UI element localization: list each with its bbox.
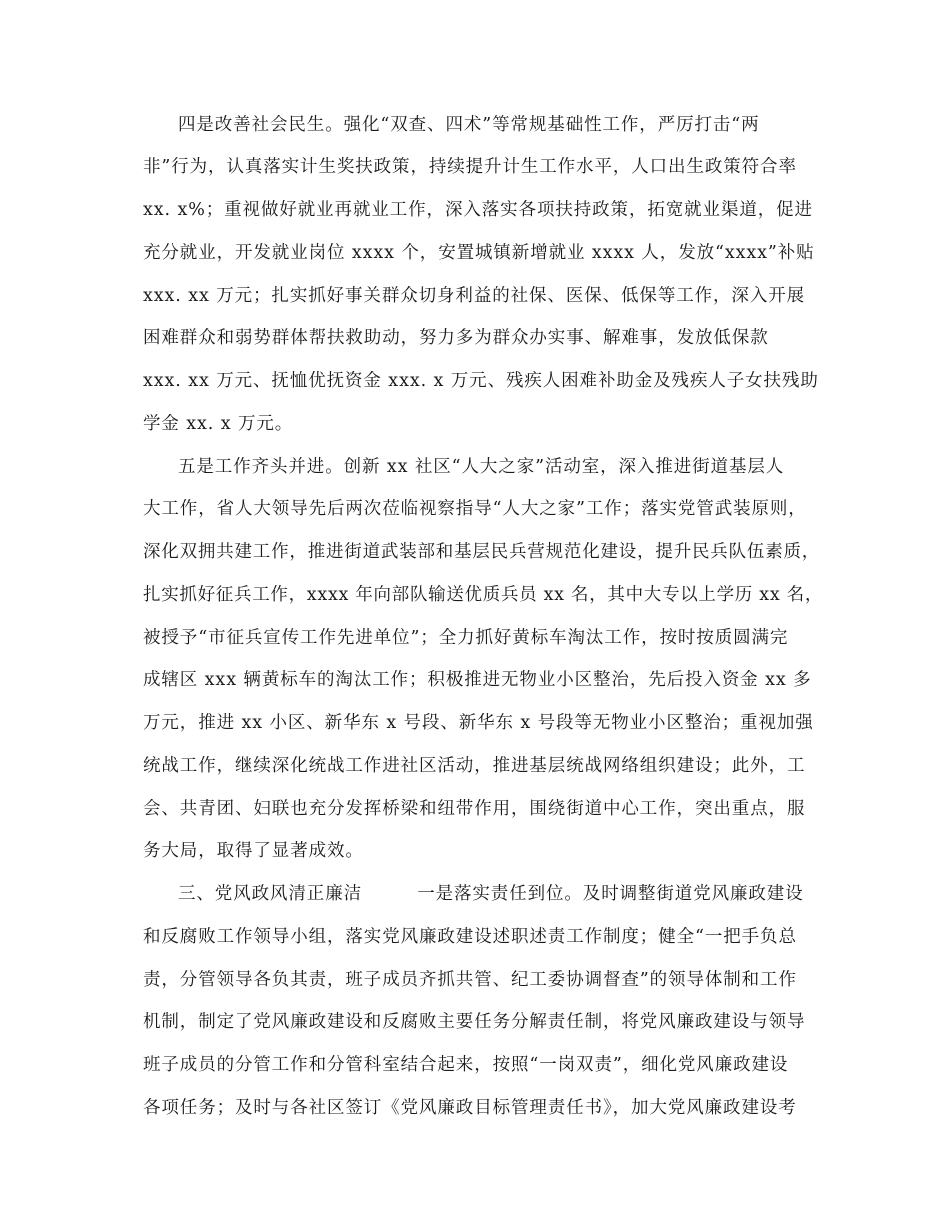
paragraph-line: xx. x%；重视做好就业再就业工作，深入落实各项扶持政策，拓宽就业渠道，促进: [143, 200, 813, 220]
paragraph-line: 深化双拥共建工作，推进街道武装部和基层民兵营规范化建设，提升民兵队伍素质，: [143, 542, 821, 562]
paragraph-line: 各项任务；及时与各社区签订《党风廉政目标管理责任书》，加大党风廉政建设考: [143, 1098, 797, 1118]
paragraph-line: 责，分管领导各负其责，班子成员齐抓共管、纪工委协调督查”的领导体制和工作: [143, 970, 797, 990]
paragraph-line: 扎实抓好征兵工作，xxxx 年向部队输送优质兵员 xx 名，其中大专以上学历 xx 名，: [143, 585, 824, 605]
paragraph-line: 四是改善社会民生。强化“双查、四术”等常规基础性工作，严厉打击“两: [178, 115, 760, 135]
paragraph-line: 学金 xx. x 万元。: [143, 414, 294, 434]
paragraph-line: 困难群众和弱势群体帮扶救助动，努力多为群众办实事、解难事，发放低保款: [143, 328, 769, 348]
paragraph-line: 班子成员的分管工作和分管科室结合起来，按照“一岗双责”，细化党风廉政建设: [143, 1055, 789, 1075]
paragraph-line: 充分就业，开发就业岗位 xxxx 个，安置城镇新增就业 xxxx 人，发放“xxxx”补贴: [143, 243, 815, 263]
paragraph-line: 务大局，取得了显著成效。: [143, 841, 364, 861]
paragraph-line: 被授予“市征兵宣传工作先进单位”；全力抓好黄标车淘汰工作，按时按质圆满完: [143, 628, 789, 648]
paragraph-line: xxx. xx 万元；扎实抓好事关群众切身利益的社保、医保、低保等工作，深入开展: [143, 286, 806, 306]
paragraph-line: 非”行为，认真落实计生奖扶政策，持续提升计生工作水平，人口出生政策符合率: [143, 157, 797, 177]
paragraph-line: 成辖区 xxx 辆黄标车的淘汰工作；积极推进无物业小区整治，先后投入资金 xx 多: [143, 670, 812, 690]
paragraph-line: 会、共青团、妇联也充分发挥桥梁和纽带作用，围绕街道中心工作，突出重点，服: [143, 799, 806, 819]
section-heading-line: 三、党风政风清正廉洁 一是落实责任到位。及时调整街道党风廉政建设: [178, 884, 804, 904]
paragraph-line: 统战工作，继续深化统战工作进社区活动，推进基层统战网络组织建设；此外，工: [143, 756, 806, 776]
paragraph-line: 五是工作齐头并进。创新 xx 社区“人大之家”活动室，深入推进街道基层人: [178, 457, 785, 477]
paragraph-line: 大工作，省人大领导先后两次莅临视察指导“人大之家”工作；落实党管武装原则，: [143, 499, 807, 519]
paragraph-line: 和反腐败工作领导小组，落实党风廉政建设述职述责工作制度；健全“一把手负总: [143, 927, 797, 947]
paragraph-line: 万元，推进 xx 小区、新华东 x 号段、新华东 x 号段等无物业小区整治；重视加强: [143, 713, 814, 733]
paragraph-line: xxx. xx 万元、抚恤优抚资金 xxx. x 万元、残疾人困难补助金及残疾人子女扶残助: [143, 371, 819, 391]
paragraph-line: 机制，制定了党风廉政建设和反腐败主要任务分解责任制，将党风廉政建设与领导: [143, 1012, 806, 1032]
